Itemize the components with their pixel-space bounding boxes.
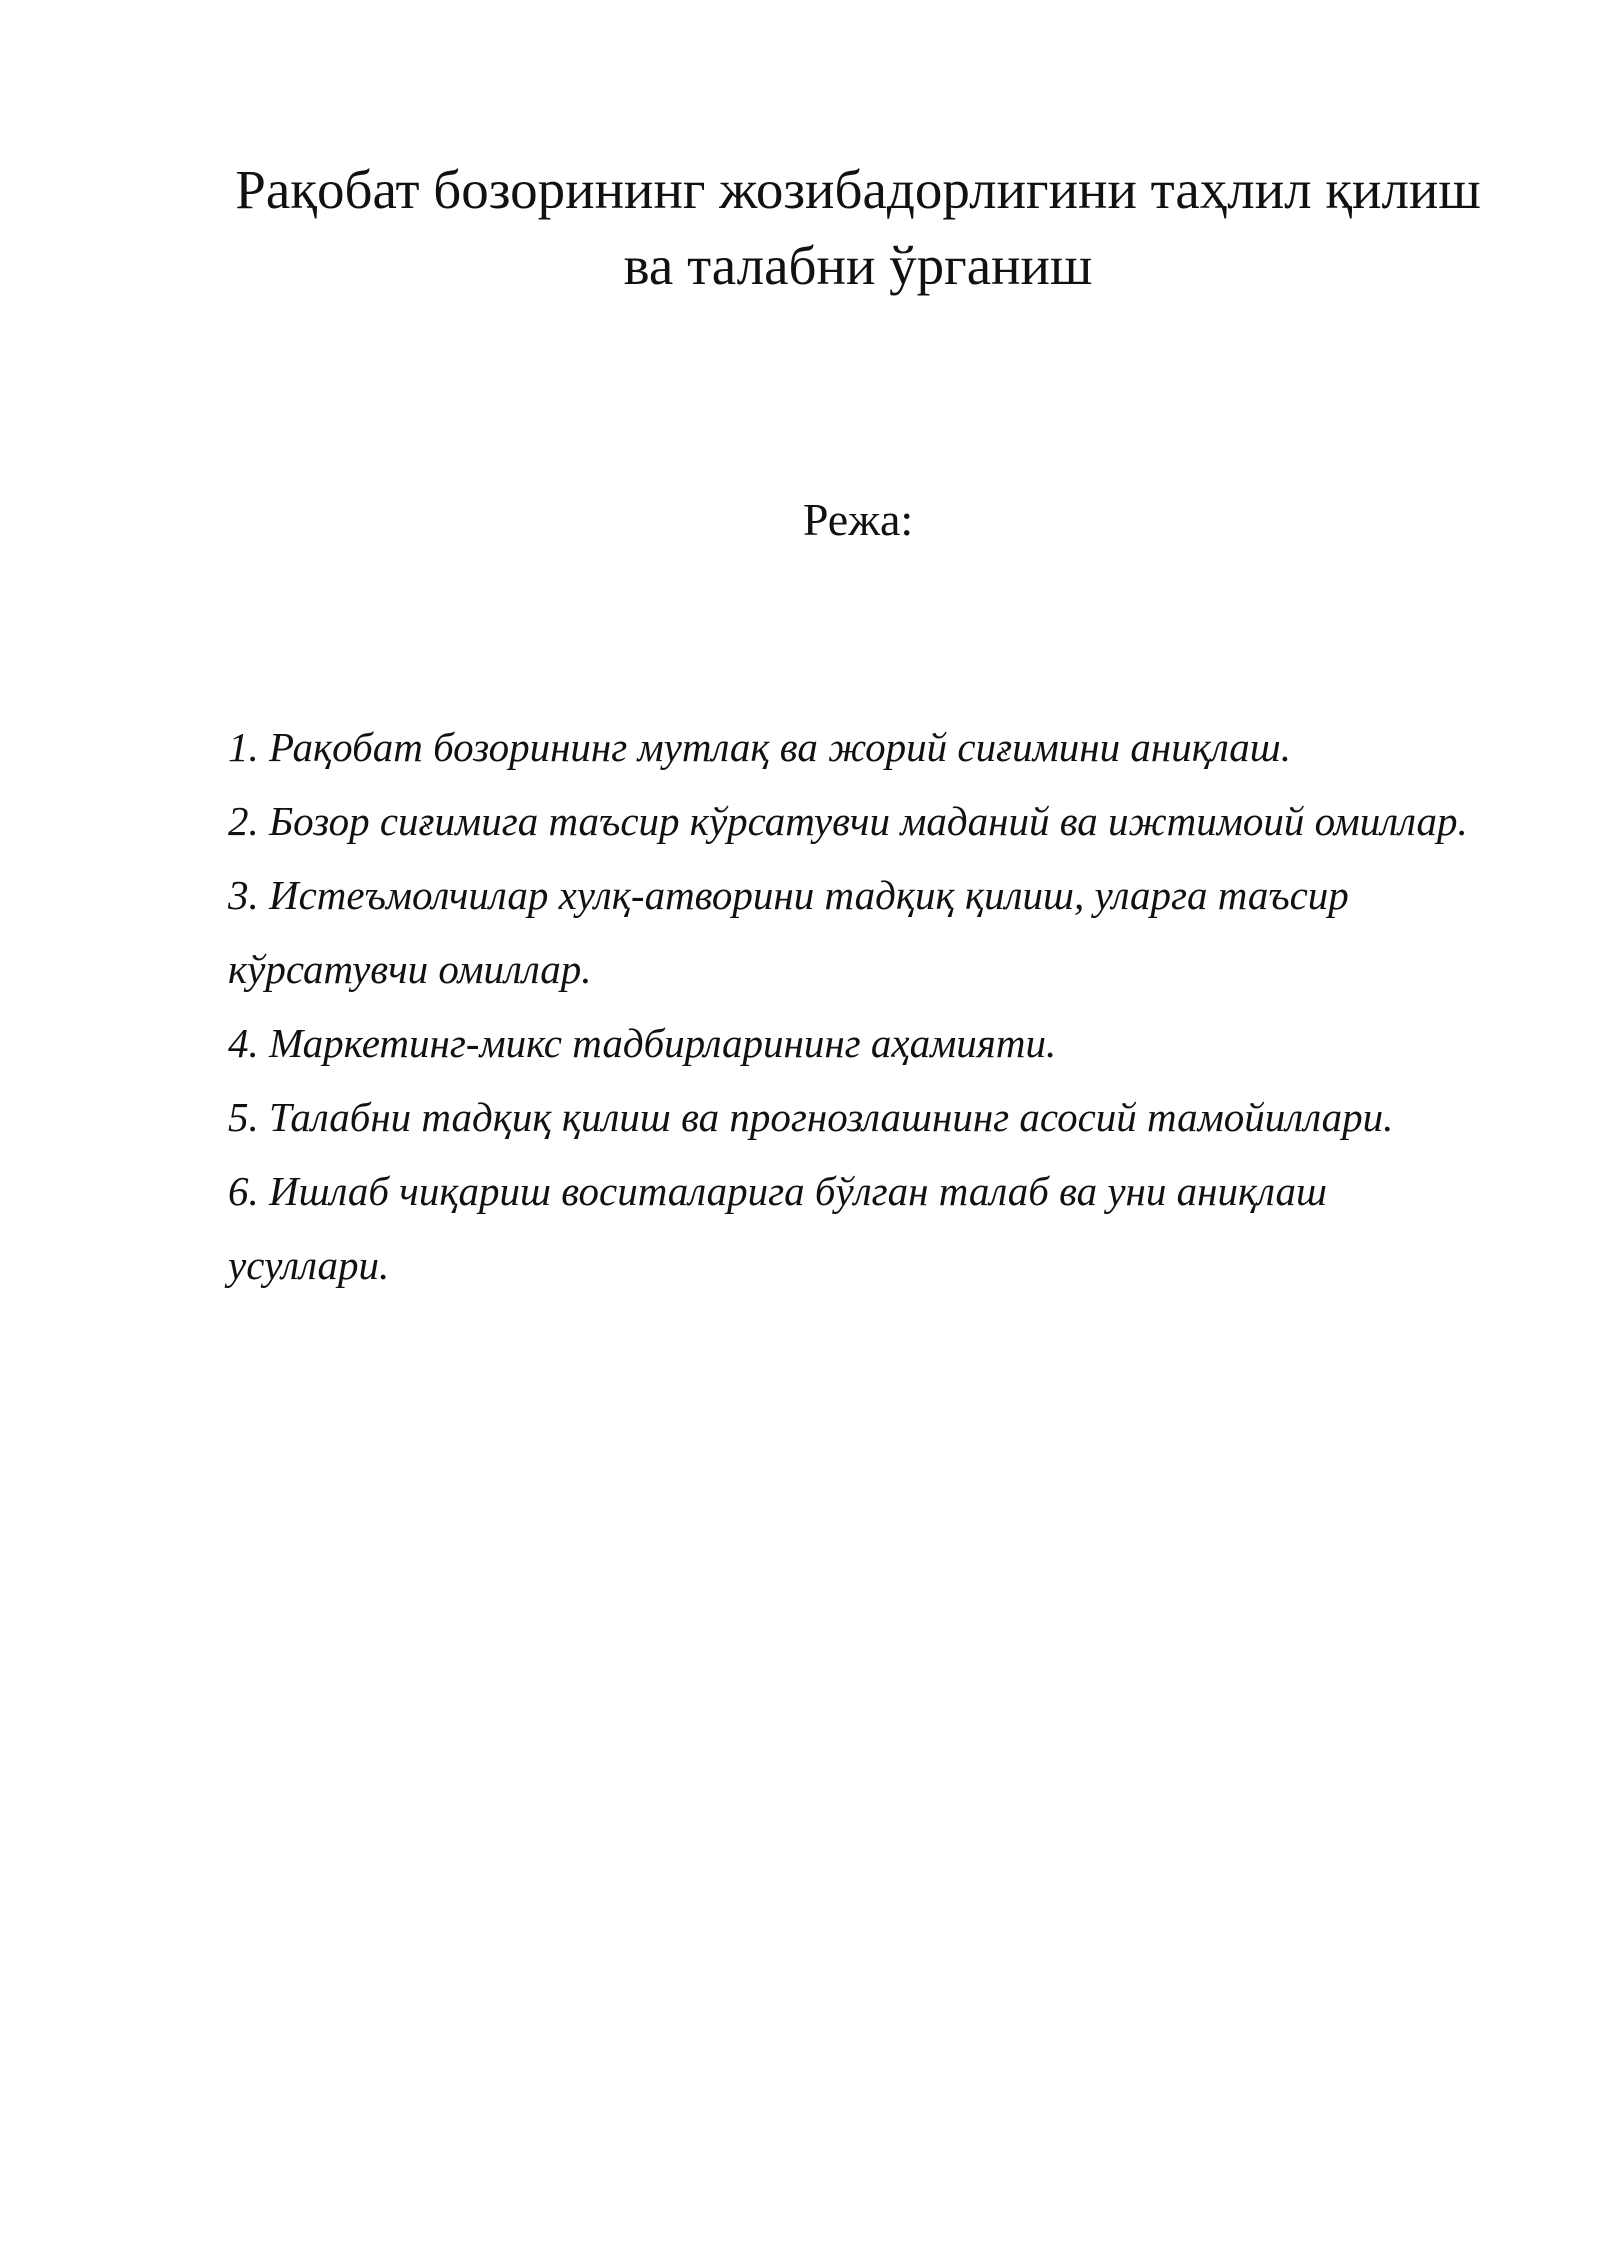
plan-list bbox=[228, 710, 1488, 1302]
plan-item: 5. Талабни тадқиқ қилиш ва прогнозлашнинг асосий тамойиллари. bbox=[228, 1094, 1394, 1140]
document-title: Рақобат бозорининг жозибадорлигини таҳлил қилиш ва талабни ўрганиш bbox=[235, 159, 1481, 296]
plan-item: 4. Маркетинг-микс тадбирларининг аҳамияти. bbox=[228, 1020, 1057, 1066]
plan-item: 1. Рақобат бозорининг мутлақ ва жорий сиғимини аниқлаш. bbox=[228, 724, 1291, 770]
plan-item: 3. Истеъмолчилар хулқ-атворини тадқиқ қилиш, уларга таъсир кўрсатувчи омиллар. bbox=[228, 872, 1349, 992]
plan-heading: Режа: bbox=[802, 494, 914, 545]
plan-item: 6. Ишлаб чиқариш воситаларига бўлган талаб ва уни аниқлаш усуллари. bbox=[228, 1168, 1327, 1288]
plan-item: 2. Бозор сиғимига таъсир кўрсатувчи маданий ва ижтимоий омиллар. bbox=[228, 798, 1468, 844]
